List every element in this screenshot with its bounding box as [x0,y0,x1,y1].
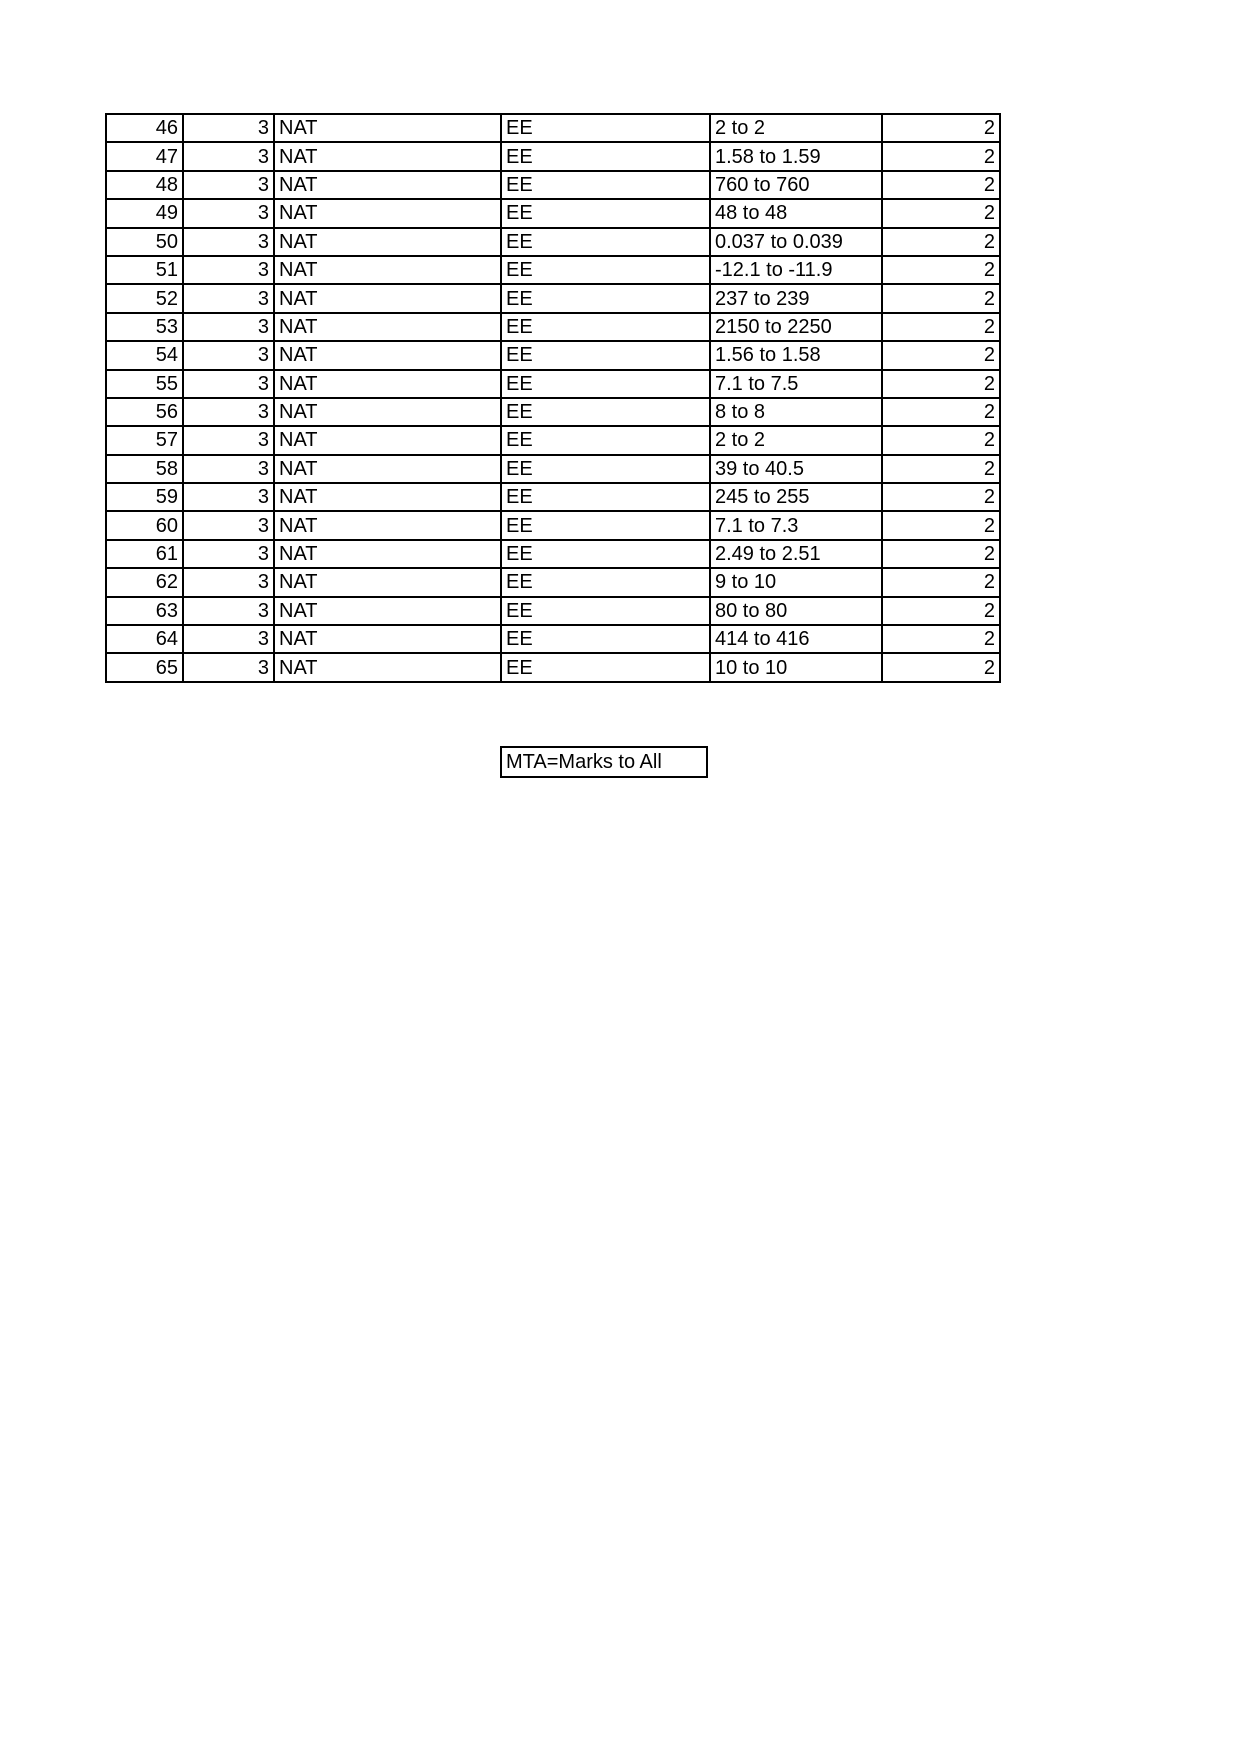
marks-cell: 2 [882,483,1000,511]
answer-key-cell: 2150 to 2250 [710,313,882,341]
answer-key-cell: 760 to 760 [710,171,882,199]
answer-key-cell: 2.49 to 2.51 [710,540,882,568]
answer-key-cell: 80 to 80 [710,597,882,625]
question-number-cell: 46 [106,114,183,142]
question-type-cell: NAT [274,256,501,284]
question-type-cell: NAT [274,597,501,625]
question-type-cell: NAT [274,114,501,142]
section-cell: EE [501,114,710,142]
question-number-cell: 49 [106,199,183,227]
marks-cell: 2 [882,568,1000,596]
answer-key-cell: 245 to 255 [710,483,882,511]
answer-key-cell: 7.1 to 7.5 [710,370,882,398]
section-cell: EE [501,540,710,568]
table-row [106,511,1000,539]
section-cell: EE [501,341,710,369]
section-cell: EE [501,199,710,227]
answer-key-cell: 0.037 to 0.039 [710,228,882,256]
marks-cell: 2 [882,511,1000,539]
table-row [106,653,1000,681]
question-number-cell: 63 [106,597,183,625]
session-cell: 3 [183,625,274,653]
question-number-cell: 57 [106,426,183,454]
answer-key-cell: 1.56 to 1.58 [710,341,882,369]
session-cell: 3 [183,228,274,256]
question-type-cell: NAT [274,171,501,199]
marks-cell: 2 [882,199,1000,227]
section-cell: EE [501,313,710,341]
session-cell: 3 [183,455,274,483]
session-cell: 3 [183,597,274,625]
question-type-cell: NAT [274,199,501,227]
table-row [106,228,1000,256]
question-number-cell: 56 [106,398,183,426]
marks-cell: 2 [882,114,1000,142]
session-cell: 3 [183,114,274,142]
answer-key-cell: 8 to 8 [710,398,882,426]
section-cell: EE [501,142,710,170]
marks-cell: 2 [882,625,1000,653]
table-row [106,426,1000,454]
answer-key-cell: 9 to 10 [710,568,882,596]
question-number-cell: 60 [106,511,183,539]
question-number-cell: 65 [106,653,183,681]
question-type-cell: NAT [274,540,501,568]
marks-cell: 2 [882,228,1000,256]
question-number-cell: 52 [106,284,183,312]
session-cell: 3 [183,256,274,284]
marks-cell: 2 [882,341,1000,369]
session-cell: 3 [183,568,274,596]
marks-cell: 2 [882,653,1000,681]
question-number-cell: 48 [106,171,183,199]
session-cell: 3 [183,370,274,398]
answer-key-cell: 48 to 48 [710,199,882,227]
session-cell: 3 [183,142,274,170]
section-cell: EE [501,228,710,256]
table-row [106,540,1000,568]
session-cell: 3 [183,199,274,227]
marks-cell: 2 [882,313,1000,341]
section-cell: EE [501,511,710,539]
answer-key-cell: 237 to 239 [710,284,882,312]
marks-cell: 2 [882,540,1000,568]
question-number-cell: 62 [106,568,183,596]
question-type-cell: NAT [274,483,501,511]
marks-cell: 2 [882,398,1000,426]
marks-cell: 2 [882,370,1000,398]
marks-cell: 2 [882,256,1000,284]
answer-key-cell: 1.58 to 1.59 [710,142,882,170]
question-number-cell: 47 [106,142,183,170]
session-cell: 3 [183,540,274,568]
marks-cell: 2 [882,597,1000,625]
table-row [106,284,1000,312]
answer-key-cell: -12.1 to -11.9 [710,256,882,284]
section-cell: EE [501,284,710,312]
session-cell: 3 [183,483,274,511]
question-number-cell: 51 [106,256,183,284]
section-cell: EE [501,398,710,426]
section-cell: EE [501,568,710,596]
section-cell: EE [501,597,710,625]
table-row [106,568,1000,596]
question-type-cell: NAT [274,313,501,341]
marks-cell: 2 [882,142,1000,170]
question-type-cell: NAT [274,625,501,653]
section-cell: EE [501,256,710,284]
question-number-cell: 54 [106,341,183,369]
table-row [106,142,1000,170]
marks-cell: 2 [882,171,1000,199]
question-type-cell: NAT [274,653,501,681]
question-type-cell: NAT [274,455,501,483]
answer-key-cell: 2 to 2 [710,426,882,454]
section-cell: EE [501,455,710,483]
session-cell: 3 [183,511,274,539]
question-type-cell: NAT [274,284,501,312]
table-row [106,256,1000,284]
question-number-cell: 61 [106,540,183,568]
section-cell: EE [501,370,710,398]
question-number-cell: 59 [106,483,183,511]
section-cell: EE [501,171,710,199]
question-number-cell: 53 [106,313,183,341]
session-cell: 3 [183,398,274,426]
table-row [106,313,1000,341]
answer-key-cell: 414 to 416 [710,625,882,653]
table-row [106,370,1000,398]
table-row [106,341,1000,369]
section-cell: EE [501,483,710,511]
question-type-cell: NAT [274,426,501,454]
answer-key-table [105,113,1001,683]
table-row [106,171,1000,199]
question-type-cell: NAT [274,370,501,398]
marks-cell: 2 [882,284,1000,312]
question-type-cell: NAT [274,142,501,170]
answer-key-table-body [106,114,1000,682]
session-cell: 3 [183,313,274,341]
session-cell: 3 [183,171,274,199]
marks-cell: 2 [882,426,1000,454]
section-cell: EE [501,653,710,681]
table-row [106,625,1000,653]
section-cell: EE [501,426,710,454]
table-row [106,483,1000,511]
session-cell: 3 [183,341,274,369]
answer-key-cell: 7.1 to 7.3 [710,511,882,539]
question-number-cell: 55 [106,370,183,398]
question-number-cell: 64 [106,625,183,653]
table-row [106,199,1000,227]
session-cell: 3 [183,426,274,454]
table-row [106,455,1000,483]
table-row [106,597,1000,625]
question-type-cell: NAT [274,228,501,256]
question-number-cell: 58 [106,455,183,483]
session-cell: 3 [183,653,274,681]
table-row [106,114,1000,142]
section-cell: EE [501,625,710,653]
question-type-cell: NAT [274,398,501,426]
legend-note: MTA=Marks to All [500,746,708,778]
answer-key-cell: 2 to 2 [710,114,882,142]
question-number-cell: 50 [106,228,183,256]
question-type-cell: NAT [274,568,501,596]
marks-cell: 2 [882,455,1000,483]
table-row [106,398,1000,426]
answer-key-cell: 10 to 10 [710,653,882,681]
session-cell: 3 [183,284,274,312]
question-type-cell: NAT [274,511,501,539]
question-type-cell: NAT [274,341,501,369]
answer-key-cell: 39 to 40.5 [710,455,882,483]
